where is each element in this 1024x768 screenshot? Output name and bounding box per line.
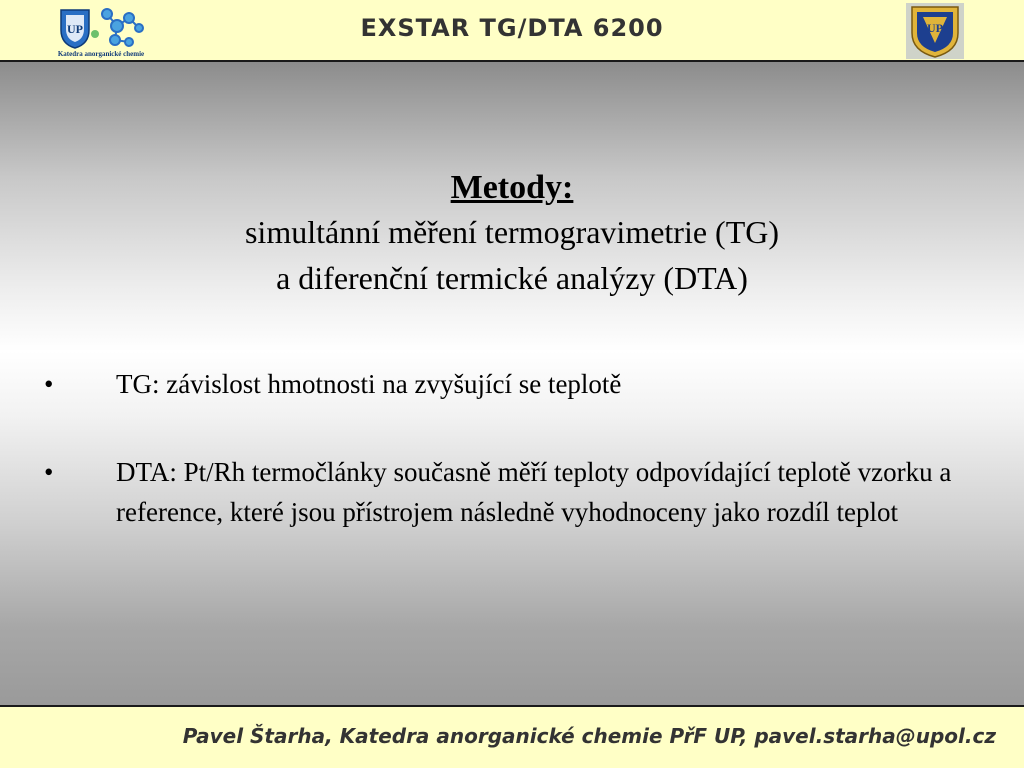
- bullet-icon: •: [44, 457, 54, 487]
- page-title: EXSTAR TG/DTA 6200: [360, 14, 664, 42]
- svg-text:UP: UP: [67, 22, 83, 36]
- bullet-item-dta: [44, 452, 964, 532]
- bullet-icon: •: [44, 369, 54, 399]
- bullet-item-tg: [44, 364, 964, 404]
- footer-author-contact: Pavel Štarha, Katedra anorganické chemie PřF UP, pavel.starha@upol.cz: [182, 724, 996, 748]
- university-shield-icon: [906, 3, 964, 59]
- svg-text:UP: UP: [927, 21, 943, 35]
- university-logo: [906, 3, 964, 59]
- slide-subtitle-line-1: simultánní měření termogravimetrie (TG): [244, 214, 780, 250]
- slide-heading: Metody:: [450, 169, 574, 206]
- slide-title-block: [0, 167, 1024, 301]
- footer-bar: [0, 705, 1024, 768]
- department-logo-caption: Katedra anorganické chemie: [57, 50, 145, 58]
- bullet-list: [44, 364, 964, 532]
- header-bar: [0, 0, 1024, 62]
- slide-content: [0, 62, 1024, 705]
- slide-subtitle-line-2: a diferenční termické analýzy (DTA): [276, 260, 748, 296]
- bullet-text-tg: TG: závislost hmotnosti na zvyšující se teplotě: [116, 369, 622, 399]
- bullet-text-dta: DTA: Pt/Rh termočlánky současně měří teploty odpovídající teplotě vzorku a reference, které jsou přístrojem následně vyhodnoceny jako rozdíl teplot: [116, 457, 952, 527]
